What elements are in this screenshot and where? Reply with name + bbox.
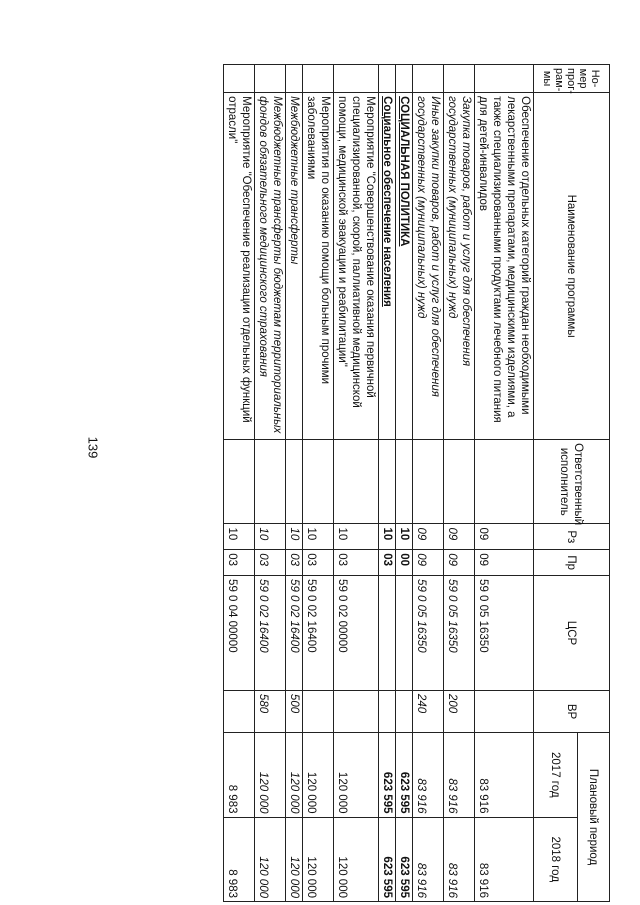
row-pr: 09 <box>413 550 444 576</box>
row-2018: 120 000 <box>286 817 303 902</box>
row-2018: 623 595 <box>396 817 413 902</box>
header-pr: Пр <box>534 550 610 576</box>
row-vr <box>396 690 413 732</box>
row-vr <box>224 690 255 732</box>
table-row <box>286 65 303 902</box>
rotated-page <box>155 64 610 902</box>
row-rz: 10 <box>303 524 334 550</box>
row-rz: 10 <box>396 524 413 550</box>
row-rz: 09 <box>413 524 444 550</box>
row-rz: 10 <box>224 524 255 550</box>
row-2017: 623 595 <box>396 733 413 817</box>
row-csr: 59 0 05 16350 <box>444 576 475 691</box>
table-row <box>224 65 255 902</box>
row-rz: 10 <box>286 524 303 550</box>
row-vr <box>303 690 334 732</box>
row-2017: 8 983 <box>224 733 255 817</box>
table-row <box>396 65 413 902</box>
row-2018: 8 983 <box>224 817 255 902</box>
row-name: Иные закупки товаров, работ и услуг для обеспечения государственных (муниципальных) нужд <box>413 93 444 440</box>
row-2018: 83 916 <box>444 817 475 902</box>
row-pr: 09 <box>475 550 534 576</box>
table-row <box>255 65 286 902</box>
row-pr: 03 <box>224 550 255 576</box>
header-csr: ЦСР <box>534 576 610 691</box>
row-2017: 83 916 <box>475 733 534 817</box>
row-csr <box>379 576 396 691</box>
row-name: Мероприятия по оказанию помощи больным прочими заболеваниями <box>303 93 334 440</box>
row-csr: 59 0 05 16350 <box>413 576 444 691</box>
row-vr <box>379 690 396 732</box>
table-row <box>444 65 475 902</box>
row-pr: 00 <box>396 550 413 576</box>
row-name: Мероприятие "Обеспечение реализации отдельных функций отрасли" <box>224 93 255 440</box>
row-pr: 03 <box>286 550 303 576</box>
row-pr: 03 <box>255 550 286 576</box>
header-vr: ВР <box>534 690 610 732</box>
row-2017: 83 916 <box>444 733 475 817</box>
row-pr: 03 <box>303 550 334 576</box>
row-name: Обеспечение отдельных категорий граждан необходимыми лекарственными препаратами, медицинскими изделиями, а также специализированными продуктами лечебного питания для детей-инвалидов <box>475 93 534 440</box>
row-rz: 10 <box>255 524 286 550</box>
row-2018: 623 595 <box>379 817 396 902</box>
row-name: Мероприятие "Совершенствование оказания первичной специализированной, скорой, паллиативной медицинской помощи, медицинской эвакуации и реабилитации" <box>334 93 379 440</box>
row-2017: 120 000 <box>255 733 286 817</box>
row-csr: 59 0 04 00000 <box>224 576 255 691</box>
row-csr: 59 0 02 16400 <box>286 576 303 691</box>
header-number: Но-мер прог-рам-мы <box>534 65 610 93</box>
row-name: Межбюджетные трансферты бюджетам территориальных фондов обязательного медицинского страхования <box>255 93 286 440</box>
row-vr: 200 <box>444 690 475 732</box>
table-row <box>379 65 396 902</box>
row-vr: 240 <box>413 690 444 732</box>
table-row <box>413 65 444 902</box>
table-row <box>334 65 379 902</box>
row-rz: 09 <box>444 524 475 550</box>
row-2017: 120 000 <box>303 733 334 817</box>
row-rz: 10 <box>334 524 379 550</box>
row-vr: 500 <box>286 690 303 732</box>
row-csr: 59 0 02 16400 <box>255 576 286 691</box>
row-name: СОЦИАЛЬНАЯ ПОЛИТИКА <box>398 96 410 247</box>
header-responsible: Ответственный исполнитель <box>534 440 610 524</box>
header-name: Наименование программы <box>534 93 610 440</box>
table-row <box>303 65 334 902</box>
row-2017: 83 916 <box>413 733 444 817</box>
row-pr: 03 <box>379 550 396 576</box>
row-name: Межбюджетные трансферты <box>286 93 303 440</box>
row-name: Социальное обеспечение населения <box>381 96 393 307</box>
row-csr: 59 0 02 16400 <box>303 576 334 691</box>
header-planned-period: Плановый период <box>578 733 610 902</box>
row-csr <box>396 576 413 691</box>
row-pr: 03 <box>334 550 379 576</box>
row-rz: 10 <box>379 524 396 550</box>
header-rz: Рз <box>534 524 610 550</box>
row-rz: 09 <box>475 524 534 550</box>
row-vr <box>334 690 379 732</box>
row-2017: 623 595 <box>379 733 396 817</box>
row-2018: 120 000 <box>255 817 286 902</box>
page-number: 139 <box>85 436 101 459</box>
row-pr: 09 <box>444 550 475 576</box>
row-2018: 120 000 <box>334 817 379 902</box>
header-year-2017: 2017 год <box>534 733 578 817</box>
row-2018: 120 000 <box>303 817 334 902</box>
row-name: Закупка товаров, работ и услуг для обеспечения государственных (муниципальных) нужд <box>444 93 475 440</box>
row-2018: 83 916 <box>413 817 444 902</box>
table-row <box>475 65 534 902</box>
row-vr: 580 <box>255 690 286 732</box>
header-year-2018: 2018 год <box>534 817 578 902</box>
row-csr: 59 0 02 00000 <box>334 576 379 691</box>
row-2017: 120 000 <box>334 733 379 817</box>
row-csr: 59 0 05 16350 <box>475 576 534 691</box>
row-2018: 83 916 <box>475 817 534 902</box>
row-2017: 120 000 <box>286 733 303 817</box>
budget-table <box>223 64 610 902</box>
row-vr <box>475 690 534 732</box>
